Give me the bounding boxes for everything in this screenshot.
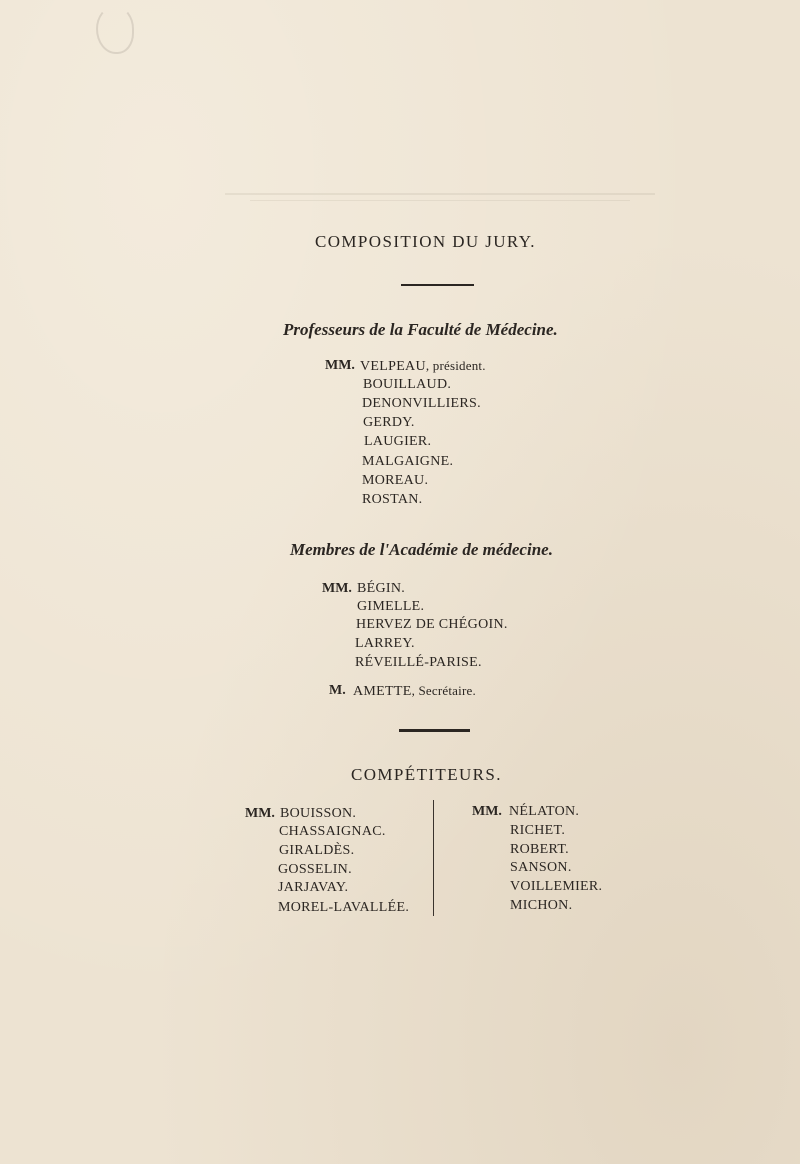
competitor-name: CHASSAIGNAC. (279, 824, 386, 839)
jury-title: COMPOSITION DU JURY. (315, 232, 536, 251)
academy-member: BÉGIN. (357, 581, 406, 596)
faculty-prefix: MM. (325, 358, 355, 373)
faculty-member: MALGAIGNE. (362, 454, 454, 469)
faculty-member (360, 358, 486, 375)
competitor-name: GOSSELIN. (278, 862, 352, 877)
secretary-role: , Secrétaire. (411, 683, 476, 698)
academy-heading: Membres de l'Académie de médecine. (290, 540, 553, 559)
faculty-member: MOREAU. (362, 473, 429, 488)
member-name: VELPEAU (360, 359, 426, 374)
competitor-name: ROBERT. (510, 842, 569, 857)
faculty-member: LAUGIER. (364, 434, 432, 449)
secretary-name: AMETTE (353, 684, 412, 699)
member-role: , président. (425, 358, 486, 373)
secretary-line (353, 683, 476, 700)
academy-member: GIMELLE. (357, 599, 425, 614)
secretary-prefix: M. (329, 683, 346, 698)
competitor-name: JARJAVAY. (278, 880, 349, 895)
academy-prefix: MM. (322, 581, 352, 596)
faculty-heading: Professeurs de la Faculté de Médecine. (283, 320, 558, 339)
competitors-right-prefix: MM. (472, 804, 502, 819)
title-divider (401, 284, 474, 286)
competitor-name: NÉLATON. (509, 804, 580, 819)
competitor-name: MOREL-LAVALLÉE. (278, 900, 410, 915)
section-divider (399, 729, 470, 732)
competitor-name: RICHET. (510, 823, 566, 838)
pencil-mark (96, 6, 134, 54)
academy-member: RÉVEILLÉ-PARISE. (355, 655, 482, 670)
column-divider (433, 800, 434, 916)
competitor-name: BOUISSON. (280, 806, 357, 821)
competitor-name: GIRALDÈS. (279, 843, 355, 858)
bleed-through-rule (250, 200, 630, 201)
academy-member: LARREY. (355, 636, 415, 651)
faculty-member: DENONVILLIERS. (362, 396, 481, 411)
competitors-left-prefix: MM. (245, 806, 275, 821)
competitor-name: SANSON. (510, 860, 572, 875)
competitor-name: MICHON. (510, 898, 573, 913)
faculty-member: GERDY. (363, 415, 415, 430)
bleed-through-rule (225, 193, 655, 195)
competitors-heading: COMPÉTITEURS. (351, 765, 502, 784)
competitor-name: VOILLEMIER. (510, 879, 603, 894)
faculty-member: BOUILLAUD. (363, 377, 452, 392)
academy-member: HERVEZ DE CHÉGOIN. (356, 617, 508, 632)
faculty-member: ROSTAN. (362, 492, 423, 507)
